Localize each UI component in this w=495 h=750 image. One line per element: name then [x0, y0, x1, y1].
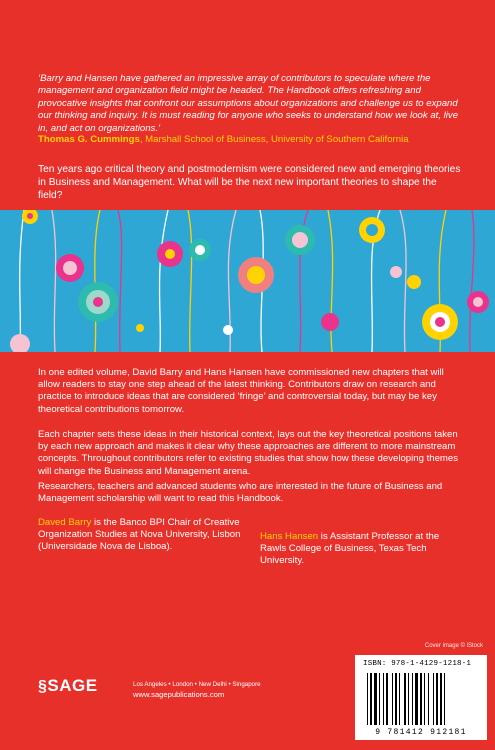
- publisher-logo: §SAGE: [38, 676, 98, 695]
- editor-bio-text: is the Banco BPI Chair of Creative Organization Studies at Nova University, Lisbon (Universidade Nova de Lisboa).: [38, 517, 241, 553]
- description-paragraph-1: In one edited volume, David Barry and Hans Hansen have commissioned new chapters that will allow readers to stay one step ahead of the latest thinking. Contributors draw on research and practice to introduce ideas that are considered ‘fringe’ and controversial today, but may be key theoretical contributions tomorrow.: [38, 367, 444, 415]
- barcode-bar: [436, 673, 438, 725]
- endorser-name: Thomas G. Cummings: [38, 134, 140, 145]
- barcode-bar: [395, 673, 397, 725]
- editor-name: Hans Hansen: [260, 531, 319, 542]
- barcode-bar: [379, 673, 380, 725]
- barcode-bar: [392, 673, 393, 725]
- barcode-bar: [412, 673, 413, 725]
- barcode-bar: [383, 673, 384, 725]
- barcode-bar: [440, 673, 442, 725]
- description-paragraph-3: Researchers, teachers and advanced students who are interested in the future of Business and Management scholarship will want to read this Handbook.: [38, 481, 443, 505]
- barcode-bar: [408, 673, 409, 725]
- endorser-affiliation: , Marshall School of Business, University of Southern California: [139, 134, 409, 145]
- publisher-url[interactable]: www.sagepublications.com: [133, 690, 225, 699]
- endorsement-quote: ‘Barry and Hansen have gathered an impressive array of contributors to speculate where the management and organization field might be headed. The Handbook offers refreshing and provocative insights that confront our assumptions about organizations and challenge us to expand our thinking and inquiry. It is must reading for anyone who seeks to understand how we look at, live in, and act on organizations.’: [38, 73, 459, 134]
- barcode-bar: [415, 673, 418, 725]
- barcode-bar: [404, 673, 406, 725]
- barcode-bar: [433, 673, 434, 725]
- barcode: [355, 655, 487, 740]
- barcode-bar: [444, 673, 445, 725]
- barcode-bar: [420, 673, 422, 725]
- editor-name: Daved Barry: [38, 517, 92, 528]
- barcode-bar: [367, 673, 368, 725]
- barcode-bar: [374, 673, 377, 725]
- intro-paragraph: Ten years ago critical theory and postmodernism were considered new and emerging theories in Business and Management. What will be the next new important theories to shape the field?: [38, 164, 461, 201]
- description-paragraph-2: Each chapter sets these ideas in their historical context, lays out the key theoretical positions taken by each new approach and makes it clear why these approaches are different to more mainstream concepts. Throughout contributors refer to existing studies that show how these developing themes will change the Business and Management arena.: [38, 429, 459, 477]
- endorsement-attribution: [38, 134, 478, 146]
- isbn-label: ISBN: 978-1-4129-1218-1: [363, 660, 472, 668]
- barcode-number: 9 781412 912181: [375, 728, 467, 737]
- editor-bio-text: is Assistant Professor at the Rawls College of Business, Texas Tech University.: [260, 531, 440, 567]
- barcode-bars: [367, 673, 479, 725]
- editor-bio-barry: [38, 517, 248, 554]
- barcode-bar: [386, 673, 388, 725]
- barcode-bar: [399, 673, 400, 725]
- cover-artwork: [0, 210, 495, 352]
- publisher-cities: Los Angeles • London • New Delhi • Singapore: [133, 681, 261, 688]
- barcode-bar: [428, 673, 429, 725]
- cover-image-credit: Cover image © iStock: [424, 643, 483, 649]
- sage-logo-icon: §: [38, 678, 48, 695]
- barcode-bar: [424, 673, 425, 725]
- editor-bio-hansen: [260, 531, 465, 568]
- barcode-bar: [370, 673, 372, 725]
